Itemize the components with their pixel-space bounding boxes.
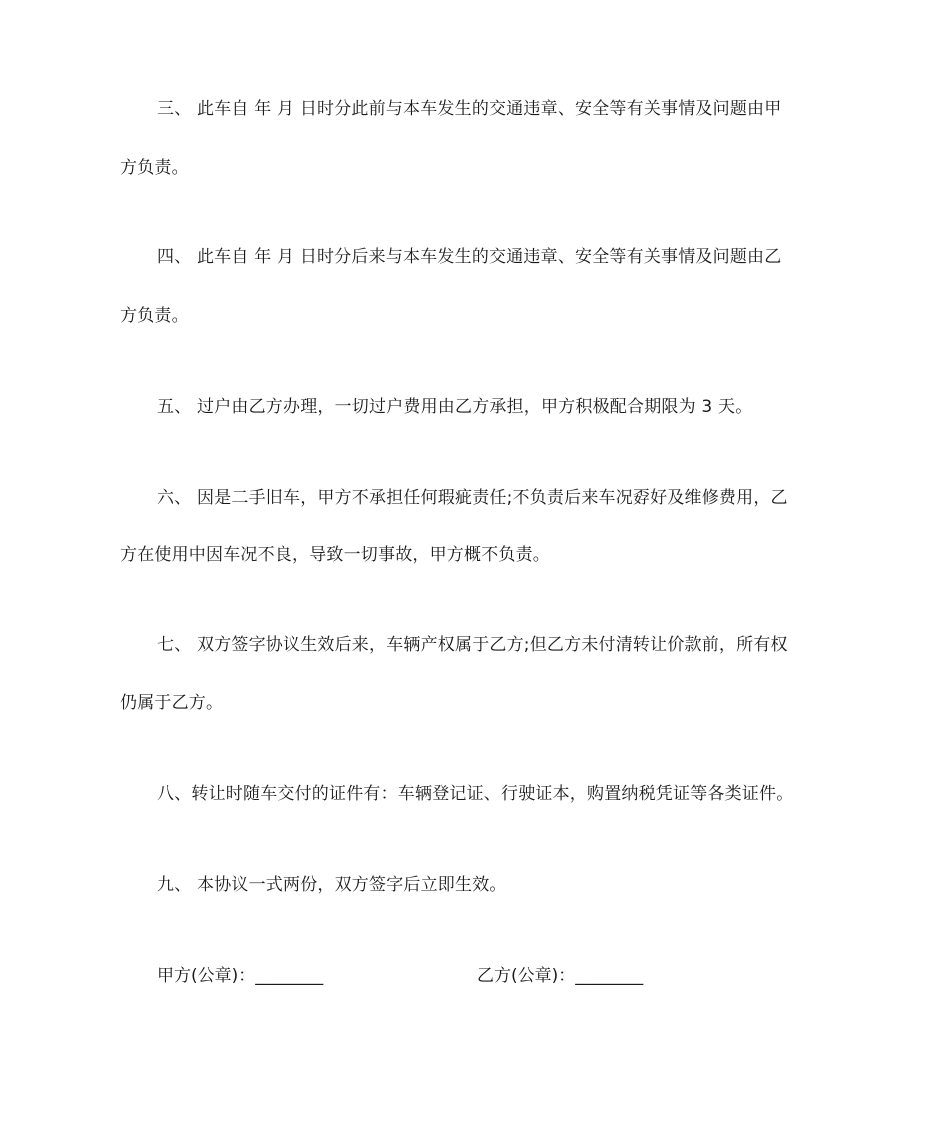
clause-8-line-1: 八、转让时随车交付的证件有：车辆登记证、行驶证本，购置纳税凭证等各类证件。 [157,784,794,804]
clause-7-line-2: 仍属于乙方。 [120,693,224,713]
clause-5-line-1: 五、 过户由乙方办理，一切过户费用由乙方承担，甲方积极配合期限为 3 天。 [157,397,753,417]
clause-6-line-2: 方在使用中因车况不良，导致一切事故，甲方概不负责。 [120,545,550,565]
clause-4-line-1: 四、 此车自 年 月 日时分后来与本车发生的交通违章、安全等有关事情及问题由乙 [157,247,782,267]
clause-3-line-1: 三、 此车自 年 月 日时分此前与本车发生的交通违章、安全等有关事情及问题由甲 [157,99,782,119]
party-a-signature: 甲方(公章)：________ [157,966,324,986]
clause-3-line-2: 方负责。 [120,158,189,178]
clause-4-line-2: 方负责。 [120,306,189,326]
clause-7-line-1: 七、 双方签字协议生效后来，车辆产权属于乙方;但乙方未付清转让价款前，所有权 [157,635,788,655]
clause-9-line-1: 九、 本协议一式两份，双方签字后立即生效。 [157,875,507,895]
clause-6-line-1: 六、 因是二手旧车，甲方不承担任何瑕疵责任;不负责后来车况孬好及维修费用，乙 [157,488,788,508]
party-b-signature: 乙方(公章)：________ [477,966,644,986]
